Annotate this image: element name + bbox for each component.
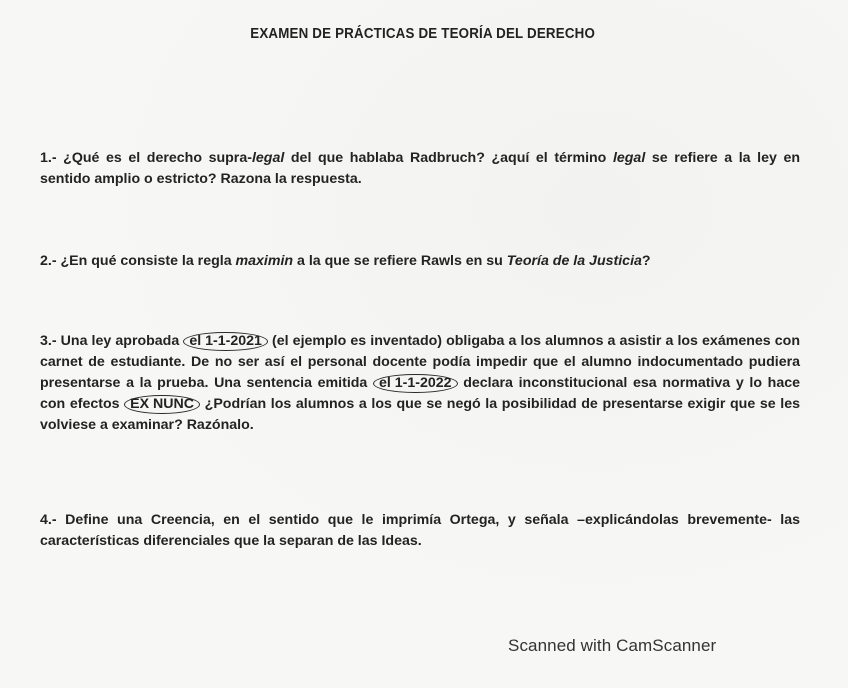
question-2	[40, 251, 800, 272]
camscanner-watermark: Scanned with CamScanner	[508, 636, 717, 655]
exam-title: EXAMEN DE PRÁCTICAS DE TEORÍA DEL DERECHO	[250, 26, 596, 42]
question-2-text-2: a la que se refiere Rawls en su	[293, 253, 507, 269]
question-2-text: 2.- ¿En qué consiste la regla	[40, 253, 236, 269]
question-2-italic-maximin: maximin	[235, 253, 294, 269]
circled-date-2022: el 1-1-2022	[373, 374, 458, 393]
question-1-text: 1.- ¿Qué es el derecho supra-	[40, 150, 252, 166]
question-1-text-2: del que hablaba Radbruch? ¿aquí el término	[284, 150, 613, 166]
circled-ex-nunc: EX NUNC	[124, 395, 200, 414]
question-3-text-2: (el ejemplo es inventado) obligaba a los alumnos a asistir a los exámenes con carnet de estudiante. De no ser así el personal docente podía impedir que el alumno indocumentado pudiera presentarse a la prueba. Una sentencia emitida	[40, 333, 800, 391]
question-1-italic-legal: legal	[251, 150, 285, 166]
question-3-text-3: declara inconstitucional esa normativa y lo hace con efectos	[40, 375, 800, 412]
question-1-italic-legal-2: legal	[612, 150, 646, 166]
question-1-text-3: se refiere a la ley en sentido amplio o estricto? Razona la respuesta.	[40, 150, 800, 187]
circled-date-2021: el 1-1-2021	[183, 332, 268, 351]
question-4	[40, 510, 800, 552]
question-2-text-3: ?	[641, 253, 651, 269]
question-1	[40, 148, 800, 190]
question-3-text-4: ¿Podrían los alumnos a los que se negó la posibilidad de presentarse exigir que se les volviese a examinar? Razónalo.	[40, 396, 800, 433]
question-3-text: 3.- Una ley aprobada	[40, 333, 184, 349]
question-4-text: 4.- Define una Creencia, en el sentido que le imprimía Ortega, y señala –explicándolas brevemente- las características diferenciales que la separan de las Ideas.	[40, 512, 800, 549]
question-2-italic-book-title: Teoría de la Justicia	[506, 253, 642, 269]
question-3	[40, 331, 800, 436]
